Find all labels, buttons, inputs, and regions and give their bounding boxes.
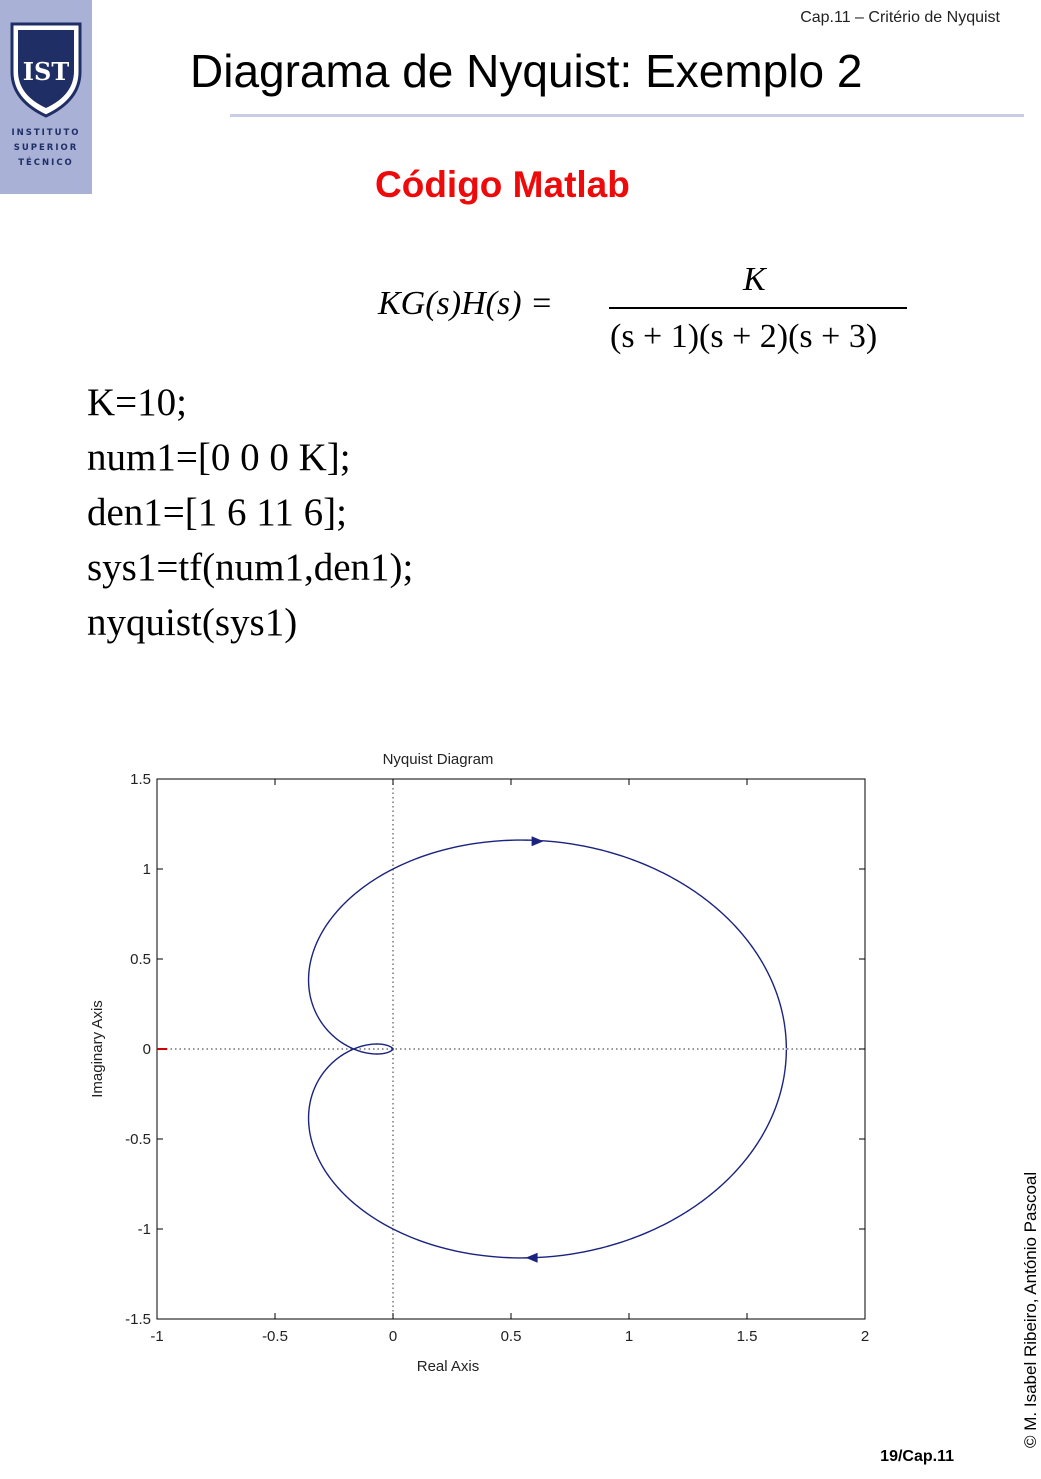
- logo-line-1: INSTITUTO: [11, 128, 81, 138]
- ist-logo: [0, 0, 92, 194]
- fraction-bar: [609, 307, 907, 309]
- nyquist-chart-svg: [80, 740, 880, 1390]
- y-axis-label: Imaginary Axis: [89, 1000, 106, 1098]
- page-title: Diagrama de Nyquist: Exemplo 2: [190, 45, 863, 97]
- y-tick-label: -1: [137, 1221, 151, 1238]
- logo-line-2: SUPERIOR: [13, 143, 79, 153]
- x-tick-label: -0.5: [262, 1328, 288, 1345]
- y-tick-label: 0: [142, 1041, 151, 1058]
- formula-lhs: KG(s)H(s) =: [378, 285, 553, 322]
- x-tick-label: 0.5: [500, 1328, 522, 1345]
- plot-frame: [157, 779, 865, 1319]
- section-subtitle: Código Matlab: [375, 164, 630, 205]
- code-line: den1=[1 6 11 6];: [87, 491, 347, 534]
- y-tick-label: -1.5: [125, 1311, 151, 1328]
- x-tick-label: -1: [150, 1328, 164, 1345]
- formula-numerator: K: [743, 261, 766, 298]
- y-tick-label: 0.5: [130, 951, 151, 968]
- x-axis-label: Real Axis: [416, 1358, 480, 1375]
- code-line: sys1=tf(num1,den1);: [87, 546, 414, 589]
- matlab-code: [87, 375, 413, 650]
- x-tick-label: 1.5: [736, 1328, 758, 1345]
- transfer-function-formula: [378, 258, 918, 368]
- y-tick-label: 1: [142, 861, 151, 878]
- page-number: 19/Cap.11: [880, 1448, 954, 1465]
- logo-monogram: IST: [22, 57, 70, 86]
- chart-title: Nyquist Diagram: [382, 751, 494, 768]
- x-tick-label: 0: [388, 1328, 398, 1345]
- nyquist-plot: [80, 740, 880, 1395]
- code-line: nyquist(sys1): [87, 601, 298, 644]
- formula-denominator: (s + 1)(s + 2)(s + 3): [610, 318, 878, 355]
- title-rule: [230, 114, 1024, 117]
- x-tick-label: 1: [624, 1328, 634, 1345]
- code-line: num1=[0 0 0 K];: [87, 436, 351, 479]
- chapter-label: Cap.11 – Critério de Nyquist: [800, 9, 1000, 26]
- copyright-credit: © M. Isabel Ribeiro, António Pascoal: [1021, 1171, 1040, 1448]
- code-line: K=10;: [87, 381, 187, 424]
- y-tick-label: -0.5: [125, 1131, 151, 1148]
- logo-line-3: TÉCNICO: [18, 158, 74, 168]
- x-tick-label: 2: [860, 1328, 870, 1345]
- y-tick-label: 1.5: [130, 771, 151, 788]
